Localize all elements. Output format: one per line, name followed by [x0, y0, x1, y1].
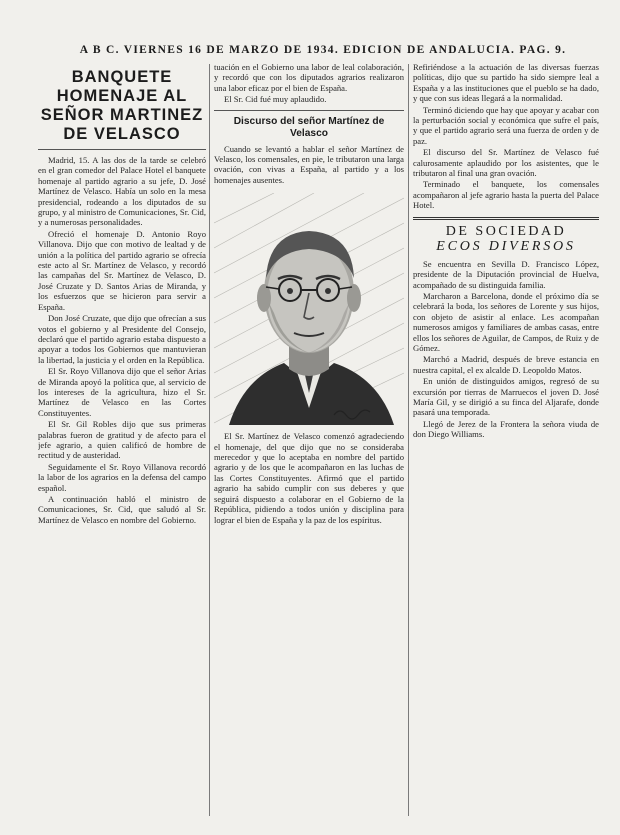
continued-paragraph: tuación en el Gobierno una labor de leal colaboración, y recordó que con los diputados agrarios realizaron una labor eficaz por el bien de España.: [214, 62, 404, 93]
headline-rule: [38, 149, 206, 150]
section-rule: [214, 110, 404, 111]
society-paragraph: Se encuentra en Sevilla D. Francisco López, presidente de la Diputación provincial de Huelva, acompañado de su distinguida familia.: [413, 258, 599, 290]
banquet-paragraph: El Sr. Royo Villanova dijo que el señor Arias de Miranda apoyó la política que, al servicio de los intereses de la agricultura, hizo el Sr. Martínez de Velasco en las Cortes Constituyentes.: [38, 366, 206, 418]
applause-note: El Sr. Cid fué muy aplaudido.: [224, 94, 327, 105]
banquet-paragraph: Ofreció el homenaje D. Antonio Royo Villanova. Dijo que con motivo de lealtad y de unión a la política del partido agrario se ofrecía este acto al Sr. Martínez de Velasco, y recordó las campañas del Sr. Martínez de Velasco, D. José Cruzate y D. Santos Arias de Miranda, y los esfuerzos que se hicieron para servir a España.: [38, 228, 206, 312]
section-double-rule: [413, 217, 599, 220]
speech-paragraph: Terminó diciendo que hay que apoyar y acabar con la perturbación social y económica que sufre el país, y que el partido agrario será una fuerza de orden y de paz.: [413, 104, 599, 146]
speech-paragraph: El discurso del Sr. Martínez de Velasco fué calurosamente aplaudido por los asistentes, que le tributaron al final una gran ovación.: [413, 147, 599, 179]
society-paragraph: Llegó de Jerez de la Frontera la señora viuda de don Diego Williams.: [413, 418, 599, 440]
column-2: [214, 62, 404, 822]
banquet-paragraph: Don José Cruzate, que dijo que ofrecían a sus votos el gobierno y al Presidente del Consejo, declaró que el partido agrario estaba dispuesto a apoyar a todos los Gobiernos que mantuvieran la libertad, la justicia y el orden en la República.: [38, 313, 206, 365]
society-subtitle: ECOS DIVERSOS: [436, 238, 576, 254]
society-paragraph: Marcharon a Barcelona, donde el próximo día se celebrará la boda, los señores de Lorente y sus hijos, con objeto de asistir al enlace. Les acompañan numerosos amigos y familiares de ambas casas, entre ellos los señores de Aguilar, de Campos, de Ruiz y de Gómez.: [413, 290, 599, 353]
banquet-paragraph: Seguidamente el Sr. Royo Villanova recordó la labor de los agrarios en la defensa del campo español.: [38, 461, 206, 493]
column-rule-2: [408, 64, 409, 816]
speech-headline: Discurso del señor Martínez de Velasco: [233, 115, 385, 139]
banquet-paragraph: Madrid, 15. A las dos de la tarde se celebró en el gran comedor del Palace Hotel el banquete homenaje al partido agrario a su jefe, D. José Martínez de Velasco. Había un solo en la mesa presidencial, rodeando a los diputados de su grupo, y al ministro de Comunicaciones, Sr. Cid, y a numerosas personalidades.: [38, 155, 206, 228]
portrait-illustration: [214, 193, 404, 425]
banquet-paragraph: El Sr. Gil Robles dijo que sus primeras palabras fueron de gratitud y de afecto para el jefe agrario, a quien calificó de hombre de rectitud y de austeridad.: [38, 419, 206, 461]
banquet-paragraph: A continuación habló el ministro de Comunicaciones, Sr. Cid, que saludó al Sr. Martínez de Velasco en nombre del Gobierno.: [38, 494, 206, 525]
column-rule-1: [209, 64, 210, 816]
continued-paragraph: Refiriéndose a la actuación de las diversas fuerzas políticas, dijo que su partido ha sido siempre leal a España y a las instituciones que el pueblo se ha dado, y que con sus ideas llegará a la normalidad.: [413, 62, 599, 104]
running-head: A B C. VIERNES 16 DE MARZO DE 1934. EDICION DE ANDALUCIA. PAG. 9.: [79, 44, 567, 56]
banquet-headline: BANQUETE HOMENAJE AL SEÑOR MARTINEZ DE VELASCO: [40, 68, 204, 143]
speech-paragraph: El Sr. Martínez de Velasco comenzó agradeciendo el homenaje, del que dijo que no se consideraba merecedor y que lo aceptaba en nombre del partido agrario y de los que le acompañaron en las luchas de las Cortes Constituyentes. Afirmó que el partido agrario ha sabido cumplir con sus deberes y que seguirá dispuesto a colaborar en el Gobierno de la República, pidiendo a todos unión y disciplina para lograr el bien de España y la paz de los espíritus.: [214, 431, 404, 525]
society-paragraph: En unión de distinguidos amigos, regresó de su excursión por tierras de Marruecos el joven D. José María Gil, y se dirigió a su finca del Aljarafe, donde pasará una temporada.: [413, 376, 599, 418]
society-title: DE SOCIEDAD: [445, 223, 567, 239]
speech-paragraph: Terminado el banquete, los comensales acompañaron al jefe agrario hasta la puerta del Palace Hotel.: [413, 179, 599, 211]
column-1: [38, 62, 206, 822]
speech-paragraph: Cuando se levantó a hablar el señor Martínez de Velasco, los comensales, en pie, le tributaron una larga ovación, con vivas a España, al partido y a los homenajes ausentes.: [214, 143, 404, 185]
column-3: [413, 62, 599, 822]
society-paragraph: Marchó a Madrid, después de breve estancia en nuestra capital, el ex alcalde D. Leopoldo Matos.: [413, 354, 599, 375]
